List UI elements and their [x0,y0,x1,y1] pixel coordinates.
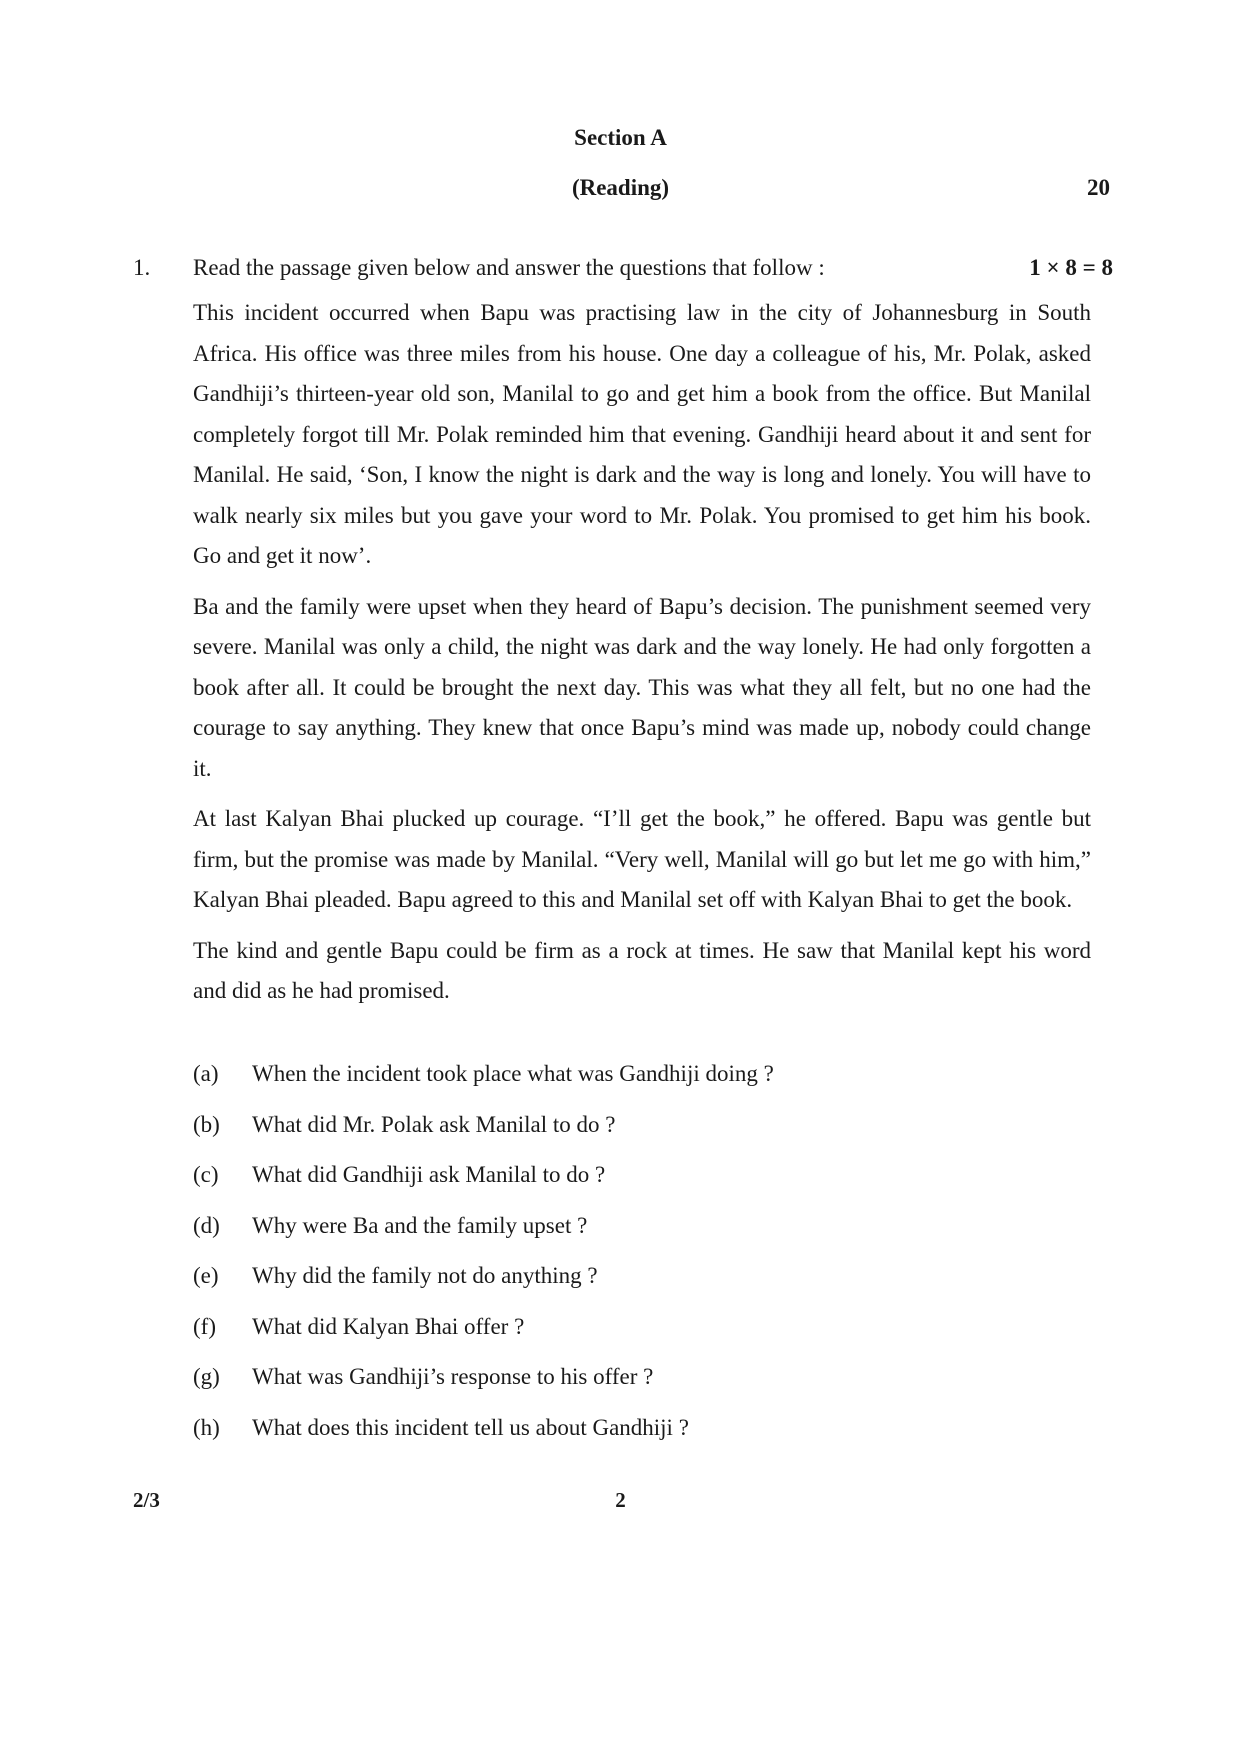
subquestion [193,1414,1091,1465]
subquestion-text: Why were Ba and the family upset ? [252,1212,588,1238]
subquestion-label: (h) [193,1414,220,1440]
subquestion [193,1212,1091,1263]
reading-passage [193,293,1091,1022]
passage-paragraph: This incident occurred when Bapu was practising law in the city of Johannesburg in South Africa. His office was three miles from his house. One day a colleague of his, Mr. Polak, asked Gandhiji’s thirteen-year old son, Manilal to go and get him a book from the office. But Manilal completely forgot till Mr. Polak reminded him that evening. Gandhiji heard about it and sent for Manilal. He said, ‘Son, I know the night is dark and the way is long and lonely. You will have to walk nearly six miles but you gave your word to Mr. Polak. You promised to get him his book. Go and get it now’. [193,300,1091,568]
section-marks: 20 [1087,175,1110,200]
subquestion-label: (e) [193,1263,219,1288]
passage-paragraph: Ba and the family were upset when they heard of Bapu’s decision. The punishment seemed very severe. Manilal was only a child, the night was dark and the way lonely. He had only forgotten a book after all. It could be brought the next day. This was what they all felt, but no one had the courage to say anything. They knew that once Bapu’s mind was made up, nobody could change it. [193,593,1091,781]
subquestion-text: What did Kalyan Bhai offer ? [252,1313,525,1339]
subquestion [193,1313,1091,1364]
passage-paragraph: At last Kalyan Bhai plucked up courage. “I’ll get the book,” he offered. Bapu was gentle but firm, but the promise was made by Manilal. “Very well, Manilal will go but let me go with him,” Kalyan Bhai pleaded. Bapu agreed to this and Manilal set off with Kalyan Bhai to get the book. [193,806,1091,912]
subquestion [193,1161,1091,1212]
subquestion-text: What did Mr. Polak ask Manilal to do ? [252,1111,616,1137]
section-subtitle: (Reading) [571,175,670,200]
question-instruction: Read the passage given below and answer the questions that follow : [193,255,825,280]
subquestion-text: What was Gandhiji’s response to his offer ? [252,1364,654,1389]
subquestion-text: When the incident took place what was Gandhiji doing ? [252,1061,774,1086]
subquestion [193,1060,1091,1111]
subquestion-label: (c) [193,1162,219,1187]
subquestion-label: (b) [193,1111,220,1137]
subquestion-label: (g) [193,1364,220,1389]
subquestion [193,1363,1091,1414]
subquestion [193,1262,1091,1313]
subquestion-text: What did Gandhiji ask Manilal to do ? [252,1162,606,1187]
subquestion [193,1111,1091,1162]
passage-paragraph: The kind and gentle Bapu could be firm as a rock at times. He saw that Manilal kept his word and did as he had promised. [193,937,1091,1003]
question-marks: 1 × 8 = 8 [1029,255,1113,280]
subquestion-label: (f) [193,1313,216,1339]
paper-code: 2/3 [133,1488,160,1512]
subquestion-text: What does this incident tell us about Gandhiji ? [252,1414,689,1440]
question-number: 1. [133,255,151,280]
subquestion-text: Why did the family not do anything ? [252,1263,598,1288]
section-title: Section A [574,125,667,150]
subquestion-label: (d) [193,1212,220,1238]
subquestion-list [193,1060,1091,1464]
page-number: 2 [615,1488,626,1512]
subquestion-label: (a) [193,1061,219,1086]
